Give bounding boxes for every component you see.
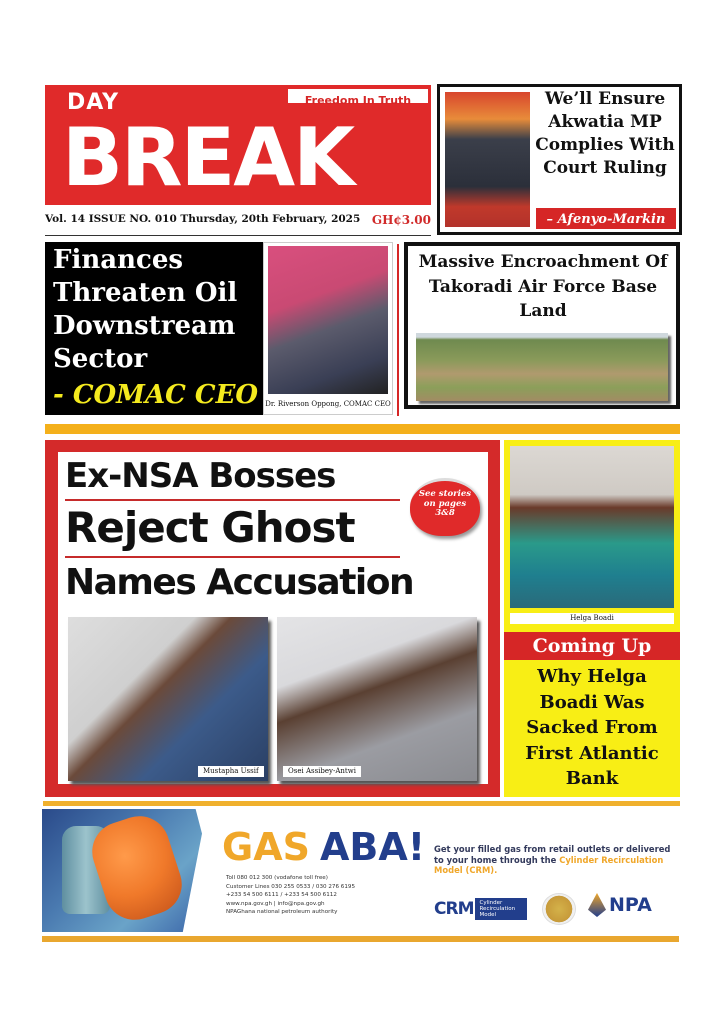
finances-photo (268, 246, 388, 394)
issue-info: Vol. 14 ISSUE NO. 010 Thursday, 20th February, 2025 (45, 213, 361, 225)
logo-break: BREAK (62, 111, 354, 204)
price: GH¢3.00 (371, 213, 431, 227)
divider (43, 801, 680, 806)
crm-letters: CRM (434, 899, 474, 919)
antwi-photo (277, 617, 477, 781)
issue-rule (45, 235, 431, 236)
tagline-box (288, 89, 428, 107)
npa-logo (588, 893, 652, 917)
ad-title (222, 823, 425, 871)
divider (65, 556, 400, 558)
coat-of-arms-icon (542, 893, 576, 925)
finances-attribution: - COMAC CEO (53, 380, 259, 410)
tagline: Freedom In Truth (304, 94, 412, 107)
see-stories-badge: See stories on pages 3&8 (410, 478, 480, 536)
ussif-photo (68, 617, 268, 781)
crm-text: Cylinder Recirculation Model (475, 898, 527, 920)
coming-up-bar (504, 632, 680, 660)
helga-headline[interactable]: Why Helga Boadi Was Sacked From First Atlantic Bank (525, 666, 659, 789)
issue-line (45, 213, 431, 231)
afenyo-headline[interactable]: We’ll Ensure Akwatia MP Complies With Court Ruling (535, 89, 675, 178)
ad-contact-line: Toll 080 012 300 (vodafone toll free) (226, 875, 328, 881)
lead-headline-line3[interactable]: Names Accusation (65, 562, 414, 603)
afenyo-quote-box (536, 208, 676, 229)
divider (42, 936, 679, 942)
takoradi-headline[interactable]: Massive Encroachment Of Takoradi Air Force Base Land (418, 252, 668, 321)
npa-label: NPA (609, 894, 652, 916)
finances-photo-caption: Dr. Riverson Oppong, COMAC CEO (265, 400, 391, 408)
afenyo-photo (445, 92, 530, 227)
lead-headline-line2[interactable]: Reject Ghost (65, 503, 355, 552)
ad-tagline (434, 844, 674, 876)
coming-up-label: Coming Up (532, 635, 652, 657)
finances-headline[interactable]: Finances Threaten Oil Downstream Sector (53, 245, 238, 374)
ad-contacts (226, 874, 355, 917)
ad-contact-line: www.npa.gov.gh | info@npa.gov.gh (226, 900, 325, 907)
ad-contact-line: NPAGhana national petroleum authority (226, 909, 338, 916)
crm-logo (434, 898, 527, 920)
ad-title-aba: ABA! (319, 825, 426, 869)
helga-photo (510, 446, 674, 608)
npa-drop-icon (588, 893, 606, 917)
logo-day: DAY (67, 90, 120, 115)
ussif-caption: Mustapha Ussif (198, 766, 264, 777)
helga-caption: Helga Boadi (510, 613, 674, 624)
ad-contact-line: Customer Lines 030 255 0533 / 030 276 6195 (226, 883, 356, 890)
divider (65, 499, 400, 501)
divider (45, 424, 680, 434)
takoradi-photo (416, 333, 668, 401)
ad-contact-line: +233 54 500 6111 / +233 54 500 6112 (226, 892, 337, 899)
divider (397, 244, 399, 416)
ad-tagline-main: Get your filled gas from retail outlets or delivered to your home through the (434, 844, 671, 865)
ad-title-gas: GAS (222, 825, 310, 869)
lead-headline-line1[interactable]: Ex-NSA Bosses (65, 456, 336, 496)
ad-tagline-highlight: Cylinder Recirculation Model (CRM). (434, 854, 664, 875)
antwi-caption: Osei Assibey-Antwi (283, 766, 361, 777)
afenyo-attribution: – Afenyo-Markin (546, 212, 666, 227)
